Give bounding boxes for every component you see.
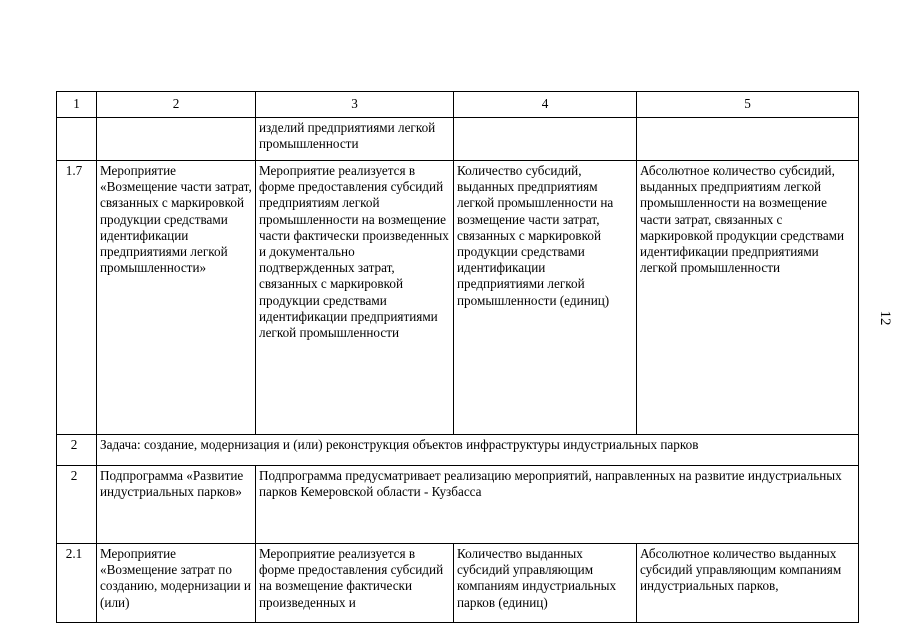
measures-table xyxy=(56,91,859,623)
measure-description: Мероприятие реализуется в форме предоставления субсидий на возмещение фактически произведенных и xyxy=(256,544,454,623)
row-number: 1.7 xyxy=(57,161,97,435)
subprogram-number: 2 xyxy=(57,466,97,544)
page-number: 12 xyxy=(877,310,893,326)
measure-indicator: Количество субсидий, выданных предприятиям легкой промышленности на возмещение части затрат, связанных с маркировкой продукции средствами идентификации предприятиями легкой промышленности (единиц) xyxy=(454,161,637,435)
header-cell-2: 2 xyxy=(97,92,256,118)
subprogram-name: Подпрограмма «Развитие индустриальных парков» xyxy=(97,466,256,544)
measure-indicator: Количество выданных субсидий управляющим компаниям индустриальных парков (единиц) xyxy=(454,544,637,623)
measure-description: Мероприятие реализуется в форме предоставления субсидий предприятиям легкой промышленности на возмещение части фактически произведенных и документально подтвержденных затрат, связанных с маркировкой продукции средствами идентификации предприятиями легкой промышленности xyxy=(256,161,454,435)
table-row-subprogram xyxy=(57,466,859,544)
header-cell-1: 1 xyxy=(57,92,97,118)
table-header-row xyxy=(57,92,859,118)
task-number: 2 xyxy=(57,435,97,466)
continuation-col4 xyxy=(454,118,637,161)
continuation-col1 xyxy=(57,118,97,161)
continuation-col2 xyxy=(97,118,256,161)
header-cell-5: 5 xyxy=(637,92,859,118)
measure-name: Мероприятие «Возмещение части затрат, связанных с маркировкой продукции средствами идентификации предприятиями легкой промышленности» xyxy=(97,161,256,435)
header-cell-4: 4 xyxy=(454,92,637,118)
continuation-col5 xyxy=(637,118,859,161)
header-cell-3: 3 xyxy=(256,92,454,118)
task-text: Задача: создание, модернизация и (или) реконструкция объектов инфраструктуры индустриальных парков xyxy=(97,435,859,466)
measure-method: Абсолютное количество субсидий, выданных предприятиям легкой промышленности на возмещение части затрат, связанных с маркировкой продукции средствами идентификации предприятиями легкой промышленности xyxy=(637,161,859,435)
continuation-col3: изделий предприятиями легкой промышленности xyxy=(256,118,454,161)
row-number: 2.1 xyxy=(57,544,97,623)
measure-method: Абсолютное количество выданных субсидий управляющим компаниям индустриальных парков, xyxy=(637,544,859,623)
table-row-continuation xyxy=(57,118,859,161)
table-row-task xyxy=(57,435,859,466)
subprogram-description: Подпрограмма предусматривает реализацию мероприятий, направленных на развитие индустриальных парков Кемеровской области - Кузбасса xyxy=(256,466,859,544)
table-row-2-1 xyxy=(57,544,859,623)
table-row-1-7 xyxy=(57,161,859,435)
measure-name: Мероприятие «Возмещение затрат по созданию, модернизации и (или) xyxy=(97,544,256,623)
